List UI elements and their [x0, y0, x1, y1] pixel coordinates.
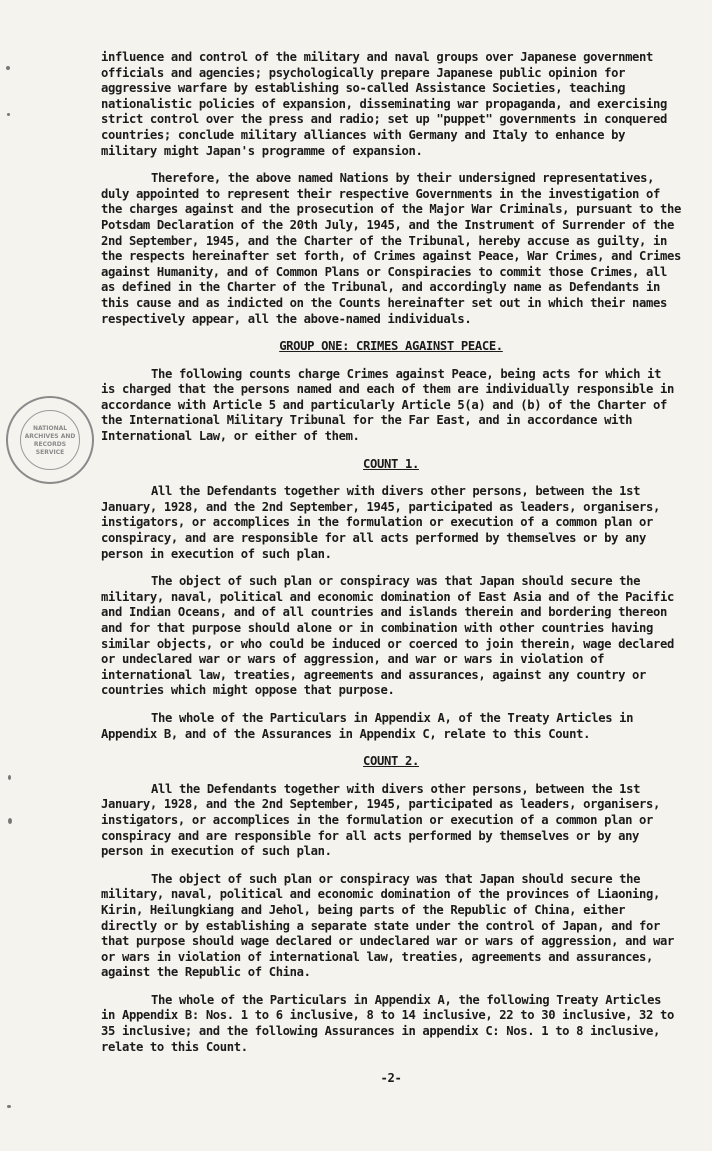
scan-speck	[7, 1105, 11, 1108]
paragraph: The following counts charge Crimes against Peace, being acts for which it is charged that the persons named and each of them are individually responsible in accordance with Article 5 and particularly Article 5(a) and (b) of the Charter of the International Military Tribunal for the Far East, and in accordance with International Law, or either of them.	[101, 366, 674, 444]
paragraph: The object of such plan or conspiracy was that Japan should secure the military, naval, political and economic domination of the provinces of Liaoning, Kirin, Heilungkiang and Jehol, being parts of the Republic of China, either directly or by establishing a separate state under the control of Japan, and for that purpose should wage declared or undeclared war or wars of aggression, and war or wars in violation of international law, treaties, agreements and assurances, against the Republic of China.	[101, 871, 674, 980]
archive-stamp	[6, 396, 94, 484]
scan-speck	[8, 818, 12, 824]
svg-text:ARCHIVES AND: ARCHIVES AND	[25, 433, 75, 440]
page-number: -2-	[380, 1071, 402, 1086]
group-heading: GROUP ONE: CRIMES AGAINST PEACE.	[279, 339, 503, 354]
svg-text:SERVICE: SERVICE	[35, 449, 65, 456]
archive-stamp-center	[20, 410, 80, 470]
count-2-heading: COUNT 2.	[363, 754, 419, 769]
scan-speck	[8, 775, 11, 780]
stamp-emblem-icon	[25, 420, 75, 460]
paragraph: The whole of the Particulars in Appendix A, the following Treaty Articles in Appendix B: Nos. 1 to 6 inclusive, 8 to 14 inclusive, 22 to 30 inclusive, 32 to 35 inclusive; and the following Assurances in appendix C: Nos. 1 to 8 inclusive, relate to this Count.	[101, 992, 674, 1054]
paragraph: The whole of the Particulars in Appendix A, of the Treaty Articles in Appendix B, and of the Assurances in Appendix C, relate to this Count.	[101, 710, 634, 741]
scan-speck	[7, 113, 10, 116]
count-1-heading: COUNT 1.	[363, 456, 419, 471]
scan-speck	[6, 66, 10, 70]
svg-text:NATIONAL: NATIONAL	[32, 425, 68, 432]
paragraph: Therefore, the above named Nations by their undersigned representatives, duly appointed to represent their respective Governments in the investigation of the charges against and the prosecution of the Major War Criminals, pursuant to the Potsdam Declaration of the 20th July, 1945, and the Instrument of Surrender of the 2nd September, 1945, and the Charter of the Tribunal, hereby accuse as guilty, in the respects hereinafter set forth, of Crimes against Peace, War Crimes, and Crimes against Humanity, and of Common Plans or Conspiracies to commit those Crimes, all as defined in the Charter of the Tribunal, and accordingly name as Defendants in this cause and as indicted on the Counts hereinafter set out in which their names respectively appear, all the above-named individuals.	[101, 171, 681, 326]
paragraph: All the Defendants together with divers other persons, between the 1st January, 1928, and the 2nd September, 1945, participated as leaders, organisers, instigators, or accomplices in the formulation or execution of a common plan or conspiracy, and are responsible for all acts performed by themselves or by any person in execution of such plan.	[101, 484, 661, 561]
paragraph: All the Defendants together with divers other persons, between the 1st January, 1928, and the 2nd September, 1945, participated as leaders, organisers, instigators, or accomplices in the formulation or execution of a common plan or conspiracy and are responsible for all acts performed by themselves or by any person in execution of such plan.	[101, 781, 661, 859]
svg-text:RECORDS: RECORDS	[33, 441, 67, 448]
document-body	[101, 50, 681, 1099]
paragraph: The object of such plan or conspiracy was that Japan should secure the military, naval, political and economic domination of East Asia and of the Pacific and Indian Oceans, and of all countries and islands therein and bordering thereon and for that purpose should alone or in combination with other countries having similar objects, or who could be induced or coerced to join therein, wage declared or undeclared war or wars of aggression, and war or wars in violation of international law, treaties, agreements and assurances, against any country or countries which might oppose that purpose.	[101, 574, 674, 698]
paragraph: influence and control of the military and naval groups over Japanese government officials and agencies; psychologically prepare Japanese public opinion for aggressive warfare by establishing so-called Assistance Societies, teaching nationalistic policies of expansion, disseminating war propaganda, and exercising strict control over the press and radio; set up "puppet" governments in conquered countries; conclude military alliances with Germany and Italy to enhance by military might Japan's programme of expansion.	[101, 50, 667, 158]
